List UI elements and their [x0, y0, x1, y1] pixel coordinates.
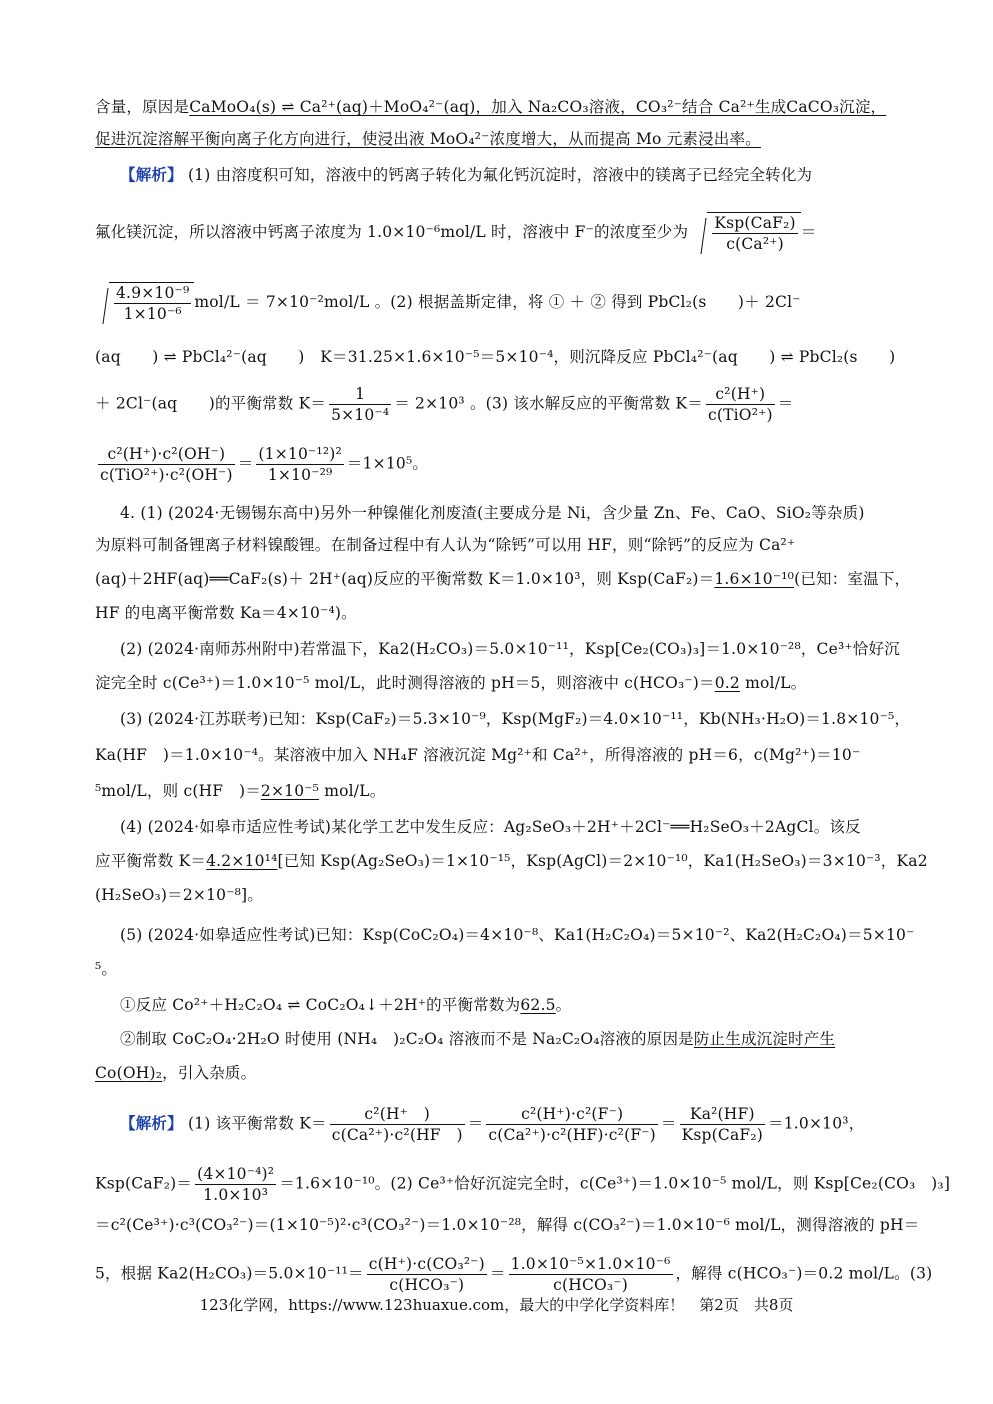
fraction-numerator: 1.0×10⁻⁵×1.0×10⁻⁶ — [510, 1255, 671, 1273]
text: ＝ — [467, 1114, 484, 1133]
answer-text: 4.2×10¹⁴ — [206, 852, 278, 870]
text-line — [95, 1062, 900, 1084]
text: ＝ — [660, 1114, 677, 1133]
text: ＝ — [777, 394, 794, 413]
question-line — [120, 816, 900, 838]
answer-text: Co(OH)₂ — [95, 1064, 163, 1082]
question-line — [120, 708, 911, 730]
answer-text: 2×10⁻⁵ — [260, 782, 320, 800]
question-line — [120, 1028, 900, 1050]
text: 氟化镁沉淀，所以溶液中钙离子浓度为 1.0×10⁻⁶mol/L 时，溶液中 F⁻的浓度至少为 — [95, 223, 689, 241]
text: mol/L ＝ 7×10⁻²mol/L 。(2) 根据盖斯定律，将 ① ＋ ② 得到 PbCl₂(s )＋ 2Cl⁻ — [194, 293, 801, 311]
fraction — [329, 384, 391, 425]
answer-text: CaMoO₄(s) ⇌ Ca²⁺(aq)＋MoO₄²⁻(aq)，加入 Na₂CO₃溶液，CO₃²⁻结合 Ca²⁺生成CaCO₃沉淀， — [189, 98, 887, 116]
text-line — [95, 346, 900, 368]
text-line — [95, 850, 928, 872]
text: (1) 该平衡常数 K＝ — [182, 1114, 327, 1133]
fraction — [367, 1254, 487, 1295]
text: Ka(HF )＝1.0×10⁻⁴。某溶液中加入 NH₄F 溶液沉淀 Mg²⁺和 Ca²⁺，所得溶液的 pH＝6，c(Mg²⁺)＝10⁻ — [95, 746, 861, 764]
fraction-numerator: c(H⁺)·c(CO₃²⁻) — [368, 1255, 485, 1273]
text: mol/L。 — [319, 782, 386, 800]
fraction — [486, 1104, 658, 1145]
fraction-denominator: c(Ca²⁺) — [726, 235, 784, 253]
text: Ksp(CaF₂)＝ — [95, 1174, 193, 1193]
text: (aq ) ⇌ PbCl₄²⁻(aq ) K＝31.25×1.6×10⁻⁵＝5×10⁻⁴，则沉降反应 PbCl₄²⁻(aq ) ⇌ PbCl₂(s ) — [95, 348, 896, 366]
fraction-numerator: 4.9×10⁻⁹ — [116, 284, 190, 302]
fraction-numerator: Ksp(CaF₂) — [714, 214, 796, 232]
text: ＝ — [489, 1264, 506, 1283]
question-line — [120, 502, 900, 524]
question-line — [120, 994, 900, 1016]
fraction — [330, 1104, 465, 1145]
fraction-denominator: c(Ca²⁺)·c²(HF ) — [331, 1126, 463, 1144]
text: 淀完全时 c(Ce³⁺)＝1.0×10⁻⁵ mol/L，此时测得溶液的 pH＝5，则溶液中 c(HCO₃⁻)＝ — [95, 674, 715, 692]
fraction-denominator: Ksp(CaF₂) — [681, 1126, 764, 1144]
fraction-denominator: c(TiO²⁺) — [707, 406, 773, 424]
text: ①反应 Co²⁺＋H₂C₂O₄ ⇌ CoC₂O₄↓＋2H⁺的平衡常数为 — [120, 996, 521, 1014]
text: (H₂SeO₃)＝2×10⁻⁸]。 — [95, 886, 263, 904]
analysis-tag: 【解析】 — [120, 1113, 183, 1133]
text: (aq)＋2HF(aq)══CaF₂(s)＋ 2H⁺(aq)反应的平衡常数 K＝1.0×10³，则 Ksp(CaF₂)＝ — [95, 570, 715, 588]
text: 为原料可制备锂离子材料镍酸锂。在制备过程中有人认为“除钙”可以用 HF，则“除钙”的反应为 Ca²⁺ — [95, 536, 796, 554]
answer-text: 1.6×10⁻¹⁰ — [714, 570, 795, 588]
text: (5) (2024·如皋适应性考试)已知：Ksp(CoC₂O₄)＝4×10⁻⁸、Ka1(H₂C₂O₄)＝5×10⁻²、Ka2(H₂C₂O₄)＝5×10⁻ — [120, 926, 915, 944]
text: (3) (2024·江苏联考)已知：Ksp(CaF₂)＝5.3×10⁻⁹，Ksp(MgF₂)＝4.0×10⁻¹¹，Kb(NH₃·H₂O)＝1.8×10⁻⁵， — [120, 710, 911, 728]
text-line — [95, 884, 900, 906]
text: (2) (2024·南师苏州附中)若常温下，Ka2(H₂CO₃)＝5.0×10⁻¹¹，Ksp[Ce₂(CO₃)₃]＝1.0×10⁻²⁸，Ce³⁺恰好沉 — [120, 640, 900, 658]
fraction-numerator: (1×10⁻¹²)² — [258, 445, 342, 463]
text-line — [95, 128, 900, 150]
fraction — [706, 384, 775, 425]
text-line — [95, 744, 900, 766]
text: mol/L。 — [740, 674, 807, 692]
fraction — [509, 1254, 673, 1295]
answer-text: 促进沉淀溶解平衡向离子化方向进行，使浸出液 MoO₄²⁻浓度增大，从而提高 Mo 元素浸出率。 — [95, 130, 761, 148]
fraction-numerator: c²(H⁺) — [706, 384, 775, 405]
text: ＝1×10⁵。 — [346, 454, 429, 473]
sqrt-expression — [95, 282, 194, 324]
text: 。 — [555, 996, 572, 1014]
text-line — [95, 96, 900, 118]
fraction — [195, 1164, 276, 1205]
text: 应平衡常数 K＝ — [95, 852, 207, 870]
fraction-denominator: 1×10⁻⁶ — [123, 305, 182, 323]
sqrt-expression — [693, 212, 800, 254]
text: ⁵。 — [95, 960, 118, 978]
fraction — [680, 1104, 765, 1145]
text-line — [95, 534, 900, 556]
fraction — [98, 444, 235, 485]
fraction-denominator: 5×10⁻⁴ — [331, 406, 390, 424]
analysis-line — [120, 1104, 900, 1145]
text: ，引入杂质。 — [162, 1064, 257, 1082]
fraction-denominator: 1×10⁻²⁹ — [267, 466, 333, 484]
text: 4. (1) (2024·无锡锡东高中)另外一种镍催化剂废渣(主要成分是 Ni，含少量 Zn、Fe、CaO、SiO₂等杂质) — [120, 504, 865, 522]
fraction-denominator: c(HCO₃⁻) — [553, 1276, 628, 1294]
text: ＝ 2×10³ 。(3) 该水解反应的平衡常数 K＝ — [394, 394, 703, 413]
text: ＝c²(Ce³⁺)·c³(CO₃²⁻)＝(1×10⁻⁵)²·c³(CO₃²⁻)＝1.0×10⁻²⁸，解得 c(CO₃²⁻)＝1.0×10⁻⁶ mol/L，测得溶液的 pH＝ — [95, 1216, 920, 1234]
text-line — [95, 672, 900, 694]
text: [已知 Ksp(Ag₂SeO₃)＝1×10⁻¹⁵，Ksp(AgCl)＝2×10⁻¹⁰，Ka1(H₂SeO₃)＝3×10⁻³，Ka2 — [277, 852, 928, 870]
text: ，解得 c(HCO₃⁻)＝0.2 mol/L。(3) — [675, 1264, 933, 1283]
fraction — [256, 444, 344, 485]
question-line — [120, 638, 900, 660]
text-line — [95, 1254, 933, 1295]
fraction-numerator: Ka²(HF) — [680, 1104, 765, 1125]
fraction-numerator: c²(H⁺ ) — [330, 1104, 465, 1125]
text-line — [95, 1164, 951, 1205]
text: ＋ 2Cl⁻(aq )的平衡常数 K＝ — [95, 394, 327, 413]
text: ＝1.0×10³， — [768, 1114, 865, 1133]
text: ＝ — [800, 223, 817, 241]
answer-text: 62.5 — [520, 996, 556, 1014]
page-footer: 123化学网，https://www.123huaxue.com，最大的中学化学资料库！ 第2页 共8页 — [199, 1296, 794, 1314]
text: 5，根据 Ka2(H₂CO₃)＝5.0×10⁻¹¹＝ — [95, 1264, 364, 1283]
text-line — [95, 958, 900, 980]
fraction-numerator: (4×10⁻⁴)² — [197, 1165, 275, 1183]
text: (已知：室温下， — [794, 570, 911, 588]
fraction-denominator: 1.0×10³ — [203, 1186, 269, 1204]
text: (1) 由溶度积可知，溶液中的钙离子转化为氟化钙沉淀时，溶液中的镁离子已经完全转化为 — [182, 166, 813, 184]
fraction-numerator: 1 — [329, 384, 391, 405]
fraction-numerator: c²(H⁺)·c²(OH⁻) — [98, 444, 235, 465]
text: ＝ — [237, 454, 254, 473]
text: (4) (2024·如皋市适应性考试)某化学工艺中发生反应：Ag₂SeO₃＋2H⁺＋2Cl⁻══H₂SeO₃＋2AgCl。该反 — [120, 818, 861, 836]
text-line — [95, 384, 900, 425]
answer-text: 防止生成沉淀时产生 — [693, 1030, 836, 1048]
text-line — [95, 282, 900, 324]
text: ②制取 CoC₂O₄·2H₂O 时使用 (NH₄ )₂C₂O₄ 溶液而不是 Na₂C₂O₄溶液的原因是 — [120, 1030, 694, 1048]
question-line — [120, 924, 915, 946]
text-line — [95, 444, 900, 485]
text-line — [95, 1214, 920, 1236]
text-line — [95, 602, 900, 624]
analysis-line — [120, 164, 900, 186]
text-line — [95, 568, 911, 590]
fraction-numerator: c²(H⁺)·c²(F⁻) — [486, 1104, 658, 1125]
text: HF 的电离平衡常数 Ka＝4×10⁻⁴)。 — [95, 604, 357, 622]
text: 含量，原因是 — [95, 98, 190, 116]
fraction-denominator: c(TiO²⁺)·c²(OH⁻) — [100, 466, 233, 484]
text-line — [95, 212, 900, 254]
fraction-denominator: c(HCO₃⁻) — [389, 1276, 465, 1294]
analysis-tag: 【解析】 — [120, 165, 183, 184]
text: ＝1.6×10⁻¹⁰。(2) Ce³⁺恰好沉淀完全时，c(Ce³⁺)＝1.0×10⁻⁵ mol/L，则 Ksp[Ce₂(CO₃ )₃] — [279, 1174, 951, 1193]
answer-text: 0.2 — [714, 674, 740, 692]
text-line — [95, 780, 900, 802]
text: ⁵mol/L，则 c(HF )＝ — [95, 782, 261, 800]
fraction-denominator: c(Ca²⁺)·c²(HF)·c²(F⁻) — [488, 1126, 656, 1144]
